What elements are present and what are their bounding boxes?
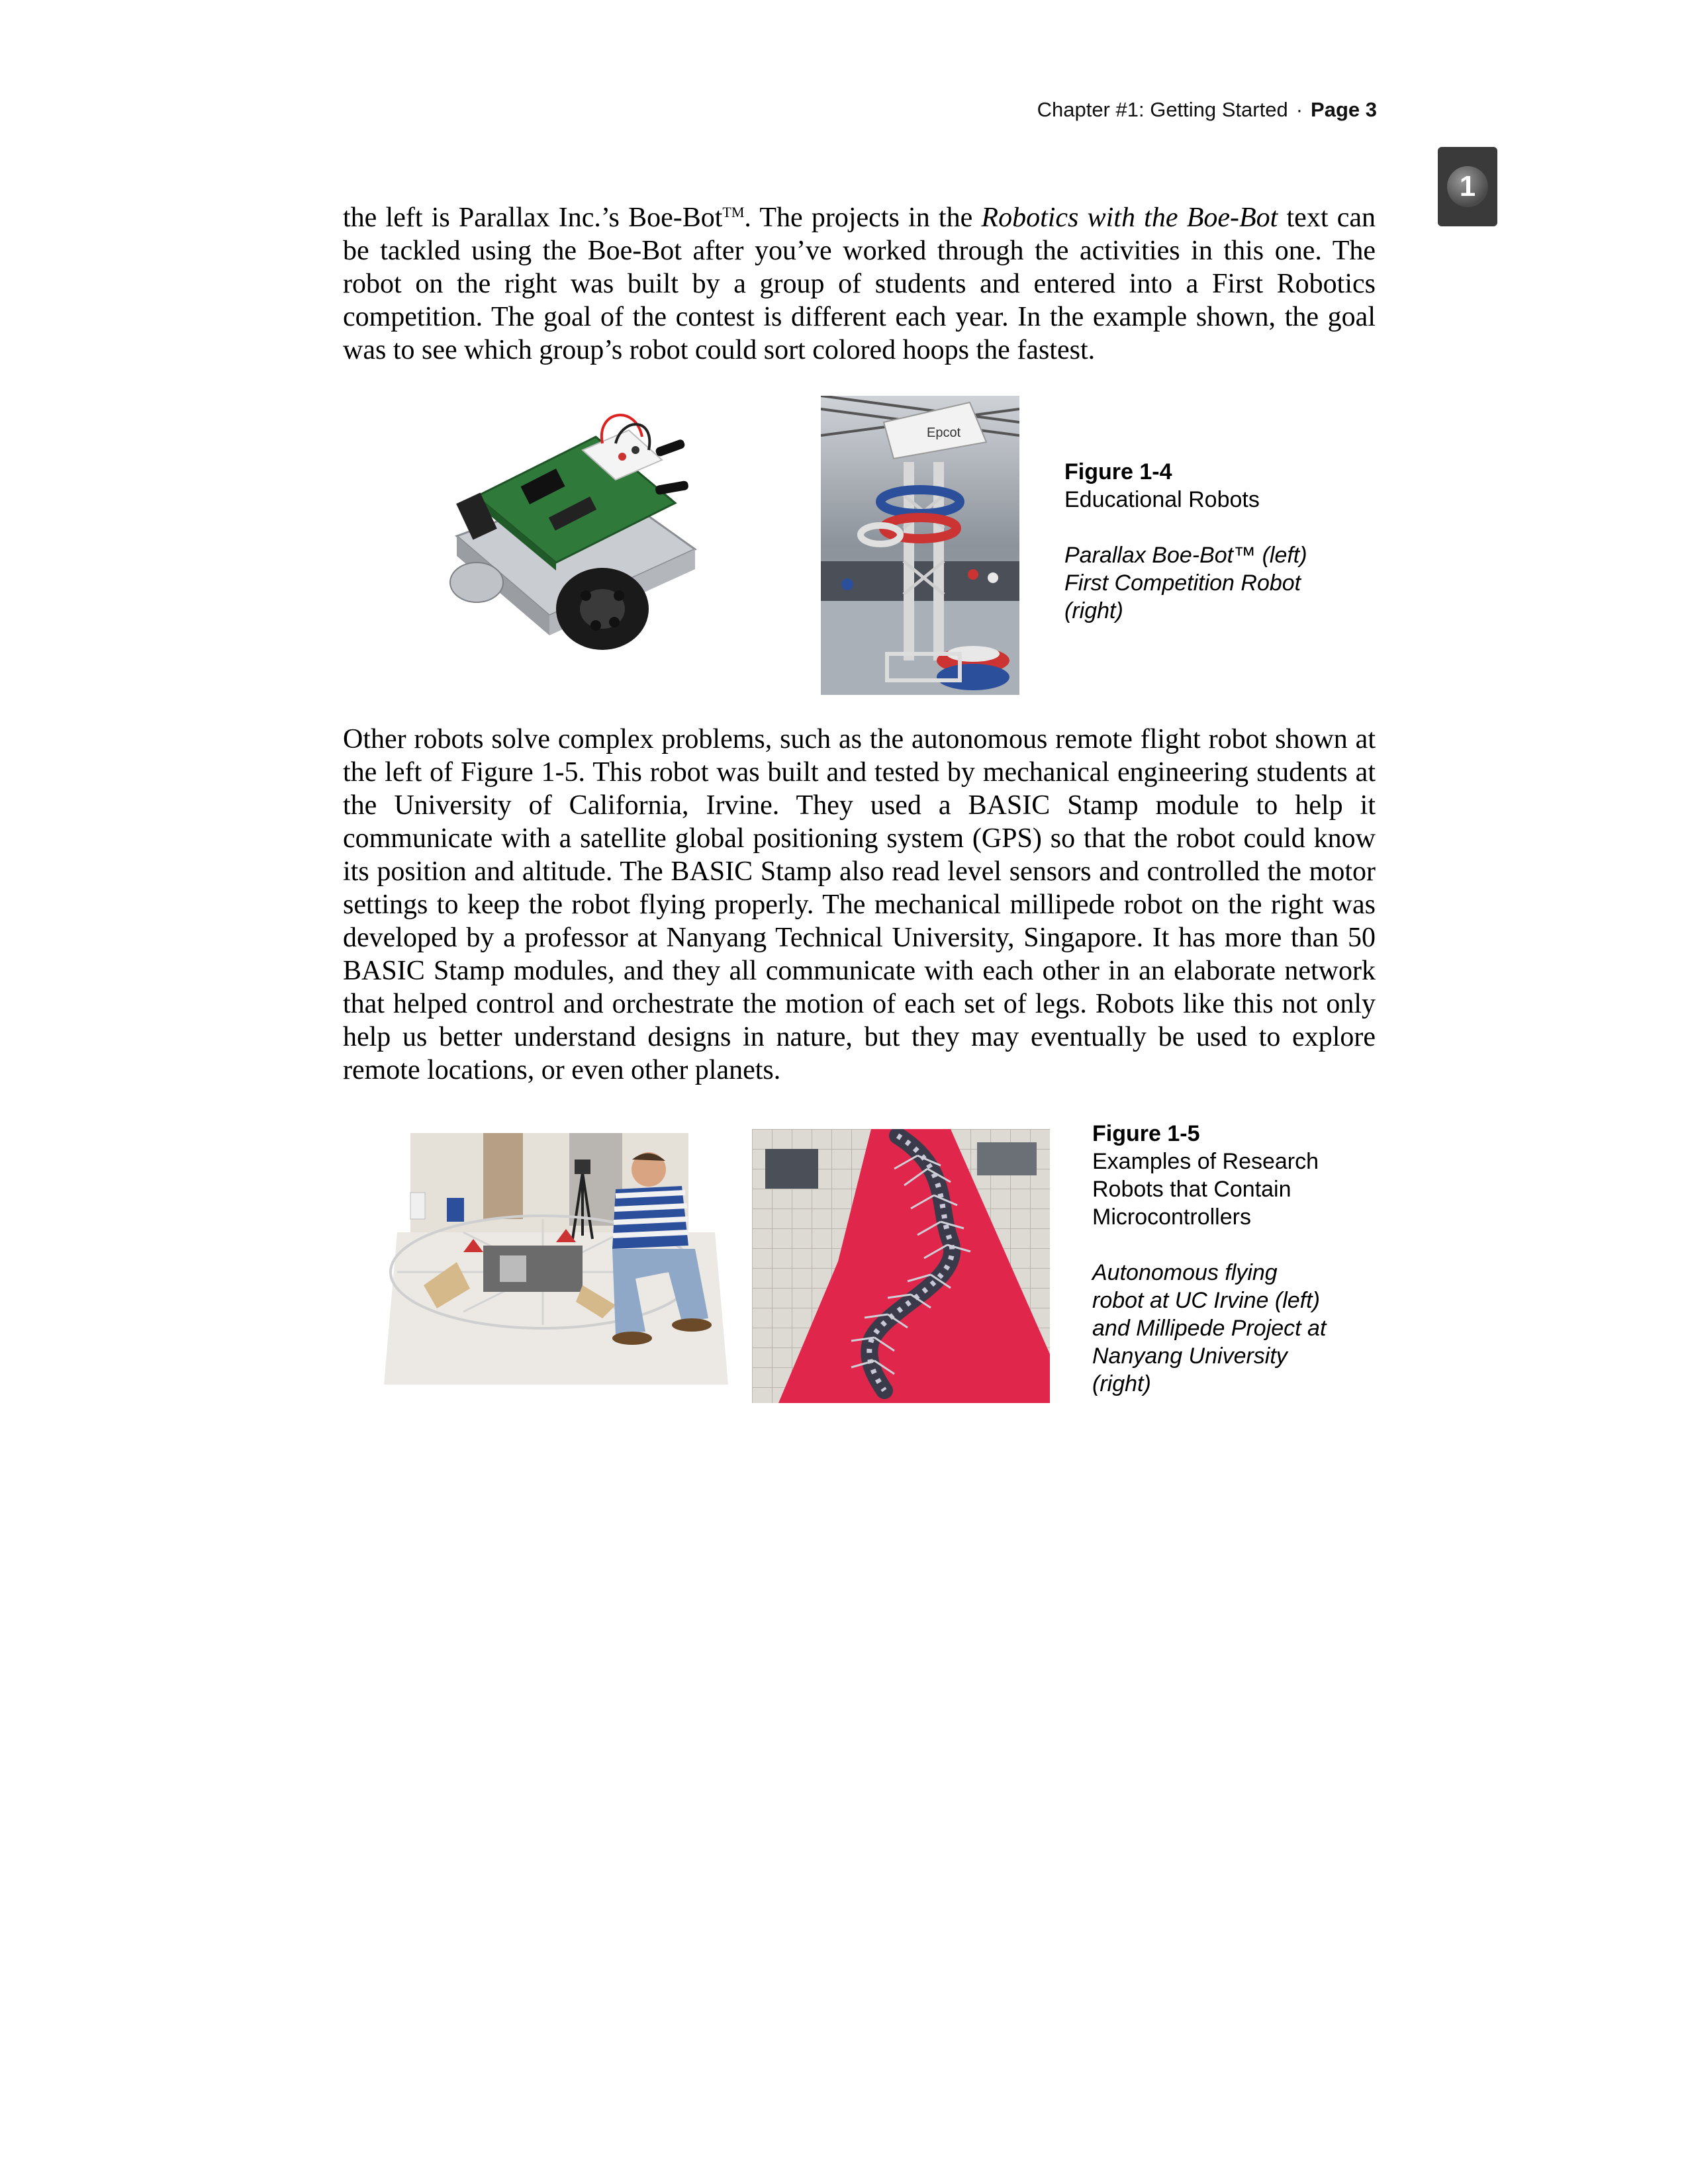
figure-1-5-subtitle-line-3: Microcontrollers [1092, 1205, 1251, 1230]
millipede-robot-photo [752, 1129, 1050, 1403]
boe-bot-photo [437, 397, 702, 655]
figure-1-4-title: Figure 1-4 [1064, 459, 1172, 484]
figure-1-5-subtitle-line-1: Examples of Research [1092, 1149, 1319, 1174]
figure-1-5-subtitle-line-2: Robots that Contain [1092, 1177, 1291, 1202]
chapter-number: 1 [1447, 166, 1488, 207]
flying-robot-photo [384, 1120, 728, 1385]
paragraph-2: Other robots solve complex problems, such as the autonomous remote flight robot shown at the left of Figure 1-5. This robot was built and tested by mechanical engineering students at the University of California, Irvine. They used a BASIC Stamp module to help it communicate with a satellite global positioning system (GPS) so that the robot could know its position and altitude. The BASIC Stamp also read level sensors and controlled the motor settings to keep the robot flying properly. The mechanical millipede robot on the right was developed by a professor at Nanyang Technical University, Singapore. It has more than 50 BASIC Stamp modules, and they all communicate with each other in an elaborate network that helped control and orchestrate the motion of each set of legs. Robots like this not only help us better understand designs in nature, but they may eventually be used to explore remote locations, or even other planets. [343, 724, 1376, 1085]
figure-1-5-credit-line-1: Autonomous flying [1092, 1260, 1278, 1285]
figure-1-4-caption [1064, 458, 1307, 625]
figure-1-5-credit-line-2: robot at UC Irvine (left) [1092, 1288, 1320, 1313]
page-number: Page 3 [1311, 98, 1377, 121]
figure-1-4-credit-line-1: Parallax Boe-Bot™ (left) [1064, 543, 1307, 568]
figure-1-5-credit [1092, 1259, 1326, 1398]
first-competition-robot-photo [821, 396, 1019, 695]
book-title: Robotics with the Boe-Bot [981, 203, 1278, 233]
figure-1-5-credit-line-3: and Millipede Project at [1092, 1316, 1327, 1341]
trademark-mark: TM [722, 204, 745, 220]
figure-1-5-credit-line-5: (right) [1092, 1371, 1151, 1396]
paragraph-1-part-b: . The projects in the [744, 203, 982, 233]
running-header [1037, 98, 1377, 122]
figure-1-4-credit-line-3: (right) [1064, 598, 1123, 623]
figure-1-4-subtitle: Educational Robots [1064, 487, 1260, 512]
figure-1-5-title: Figure 1-5 [1092, 1121, 1200, 1146]
paragraph-1 [343, 196, 1376, 367]
chapter-tab [1438, 147, 1497, 226]
figure-1-4-credit-line-2: First Competition Robot [1064, 570, 1301, 596]
figure-1-5-credit-line-4: Nanyang University [1092, 1343, 1288, 1369]
paragraph-1-part-a: the left is Parallax Inc.’s Boe-Bot [343, 203, 723, 233]
figure-1-4-credit [1064, 541, 1307, 625]
photo-sign-text: Epcot [927, 426, 961, 440]
header-separator: · [1295, 98, 1303, 121]
figure-1-5-caption [1092, 1120, 1326, 1398]
paragraph-1-part-c: text can be tackled using the Boe-Bot after you’ve worked through the activities in this one. The robot on the right was built by a group of students and entered into a First Robotics competition. The goal of the contest is different each year. In the example shown, the goal was to see which group’s robot could sort colored hoops the fastest. [343, 203, 1376, 365]
chapter-title: Chapter #1: Getting Started [1037, 98, 1288, 121]
